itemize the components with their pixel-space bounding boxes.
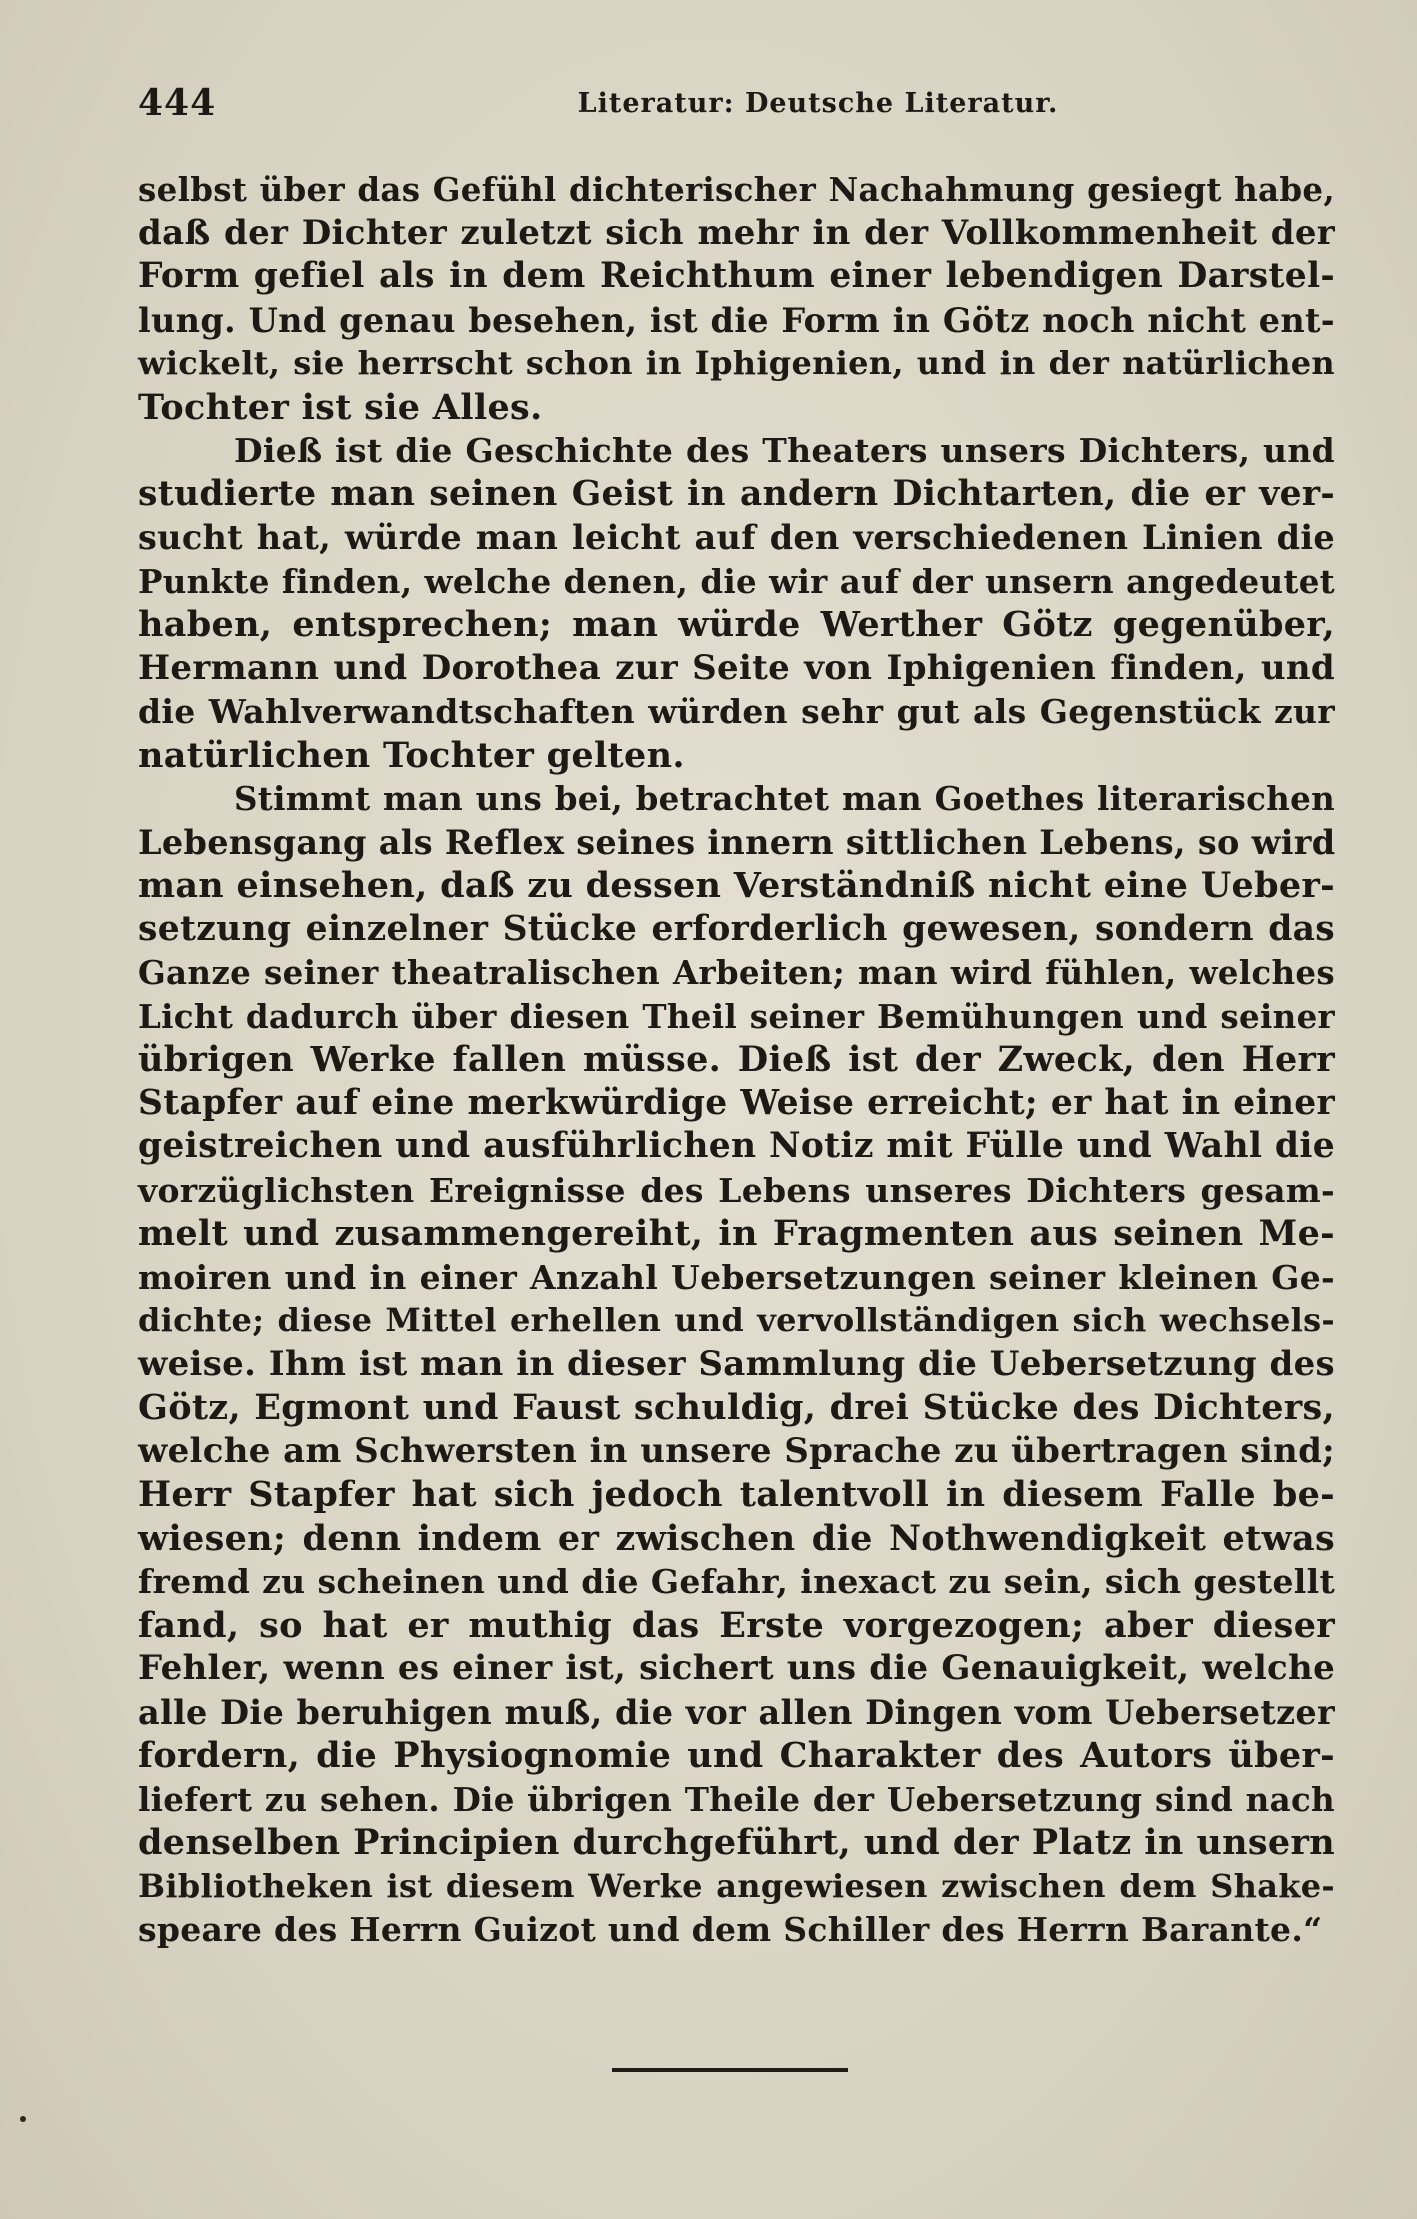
text-line: lung. Und genau besehen, ist die Form in Götz noch nicht ent- [138, 300, 1335, 340]
text-line: geistreichen und ausführlichen Notiz mit Fülle und Wahl die [138, 1126, 1335, 1166]
text-line: Form gefiel als in dem Reichthum einer lebendigen Darstel- [138, 256, 1335, 296]
text-line: weise. Ihm ist man in dieser Sammlung die Uebersetzung des [138, 1343, 1335, 1384]
text-line: fordern, die Physiognomie und Charakter des Autors über- [138, 1735, 1335, 1776]
page-header [138, 82, 1338, 132]
text-line: Bibliotheken ist diesem Werke angewiesen zwischen dem Shake- [138, 1866, 1335, 1905]
text-line: welche am Schwersten in unsere Sprache zu übertragen sind; [138, 1430, 1335, 1471]
text-line: Herr Stapfer hat sich jedoch talentvoll in diesem Falle be- [138, 1474, 1335, 1515]
paper-speck [20, 2116, 26, 2122]
text-line: Dieß ist die Geschichte des Theaters unsers Dichters, und [234, 431, 1335, 470]
text-line: man einsehen, daß zu dessen Verständniß nicht eine Ueber- [138, 865, 1335, 906]
text-line: Hermann und Dorothea zur Seite von Iphigenien finden, und [138, 647, 1335, 688]
text-line: Stimmt man uns bei, betrachtet man Goethes literarischen [234, 779, 1335, 818]
text-line: fand, so hat er muthig das Erste vorgezogen; aber dieser [138, 1604, 1335, 1646]
text-line: natürlichen Tochter gelten. [138, 734, 685, 776]
section-divider-rule [612, 2068, 848, 2072]
text-line: melt und zusammengereiht, in Fragmenten aus seinen Me- [138, 1213, 1335, 1254]
text-line: selbst über das Gefühl dichterischer Nachahmung gesiegt habe, [138, 170, 1335, 209]
text-line: dichte; diese Mittel erhellen und vervollständigen sich wechsels- [138, 1301, 1335, 1339]
text-line: Ganze seiner theatralischen Arbeiten; man wird fühlen, welches [138, 953, 1335, 992]
text-line: vorzüglichsten Ereignisse des Lebens unseres Dichters gesam- [138, 1170, 1335, 1210]
text-line: speare des Herrn Guizot und dem Schiller des Herrn Barante.“ [138, 1910, 1323, 1949]
text-line: Lebensgang als Reflex seines innern sittlichen Lebens, so wird [138, 822, 1336, 862]
text-line: Fehler, wenn es einer ist, sichert uns die Genauigkeit, welche [138, 1648, 1335, 1688]
text-line: Stapfer auf eine merkwürdige Weise erreicht; er hat in einer [138, 1082, 1335, 1123]
text-line: die Wahlverwandtschaften würden sehr gut als Gegenstück zur [138, 692, 1335, 731]
text-line: Tochter ist sie Alles. [138, 386, 543, 428]
text-line: alle Die beruhigen muß, die vor allen Dingen vom Uebersetzer [138, 1692, 1335, 1732]
text-line: wickelt, sie herrscht schon in Iphigenien, und in der natürlichen [138, 344, 1335, 382]
text-line: sucht hat, würde man leicht auf den verschiedenen Linien die [138, 518, 1335, 557]
text-line: wiesen; denn indem er zwischen die Nothwendigkeit etwas [138, 1517, 1335, 1559]
text-line: Götz, Egmont und Faust schuldig, drei Stücke des Dichters, [138, 1387, 1335, 1428]
running-head: Literatur: Deutsche Literatur. [577, 88, 1059, 119]
text-line: setzung einzelner Stücke erforderlich gewesen, sondern das [138, 908, 1335, 949]
body-text [138, 168, 1335, 1952]
text-line: moiren und in einer Anzahl Uebersetzungen seiner kleinen Ge- [138, 1257, 1335, 1297]
text-line: liefert zu sehen. Die übrigen Theile der Uebersetzung sind nach [138, 1779, 1335, 1819]
text-line: daß der Dichter zuletzt sich mehr in der Vollkommenheit der [138, 212, 1335, 253]
text-line: Punkte finden, welche denen, die wir auf der unsern angedeutet [138, 561, 1335, 601]
text-line: Licht dadurch über diesen Theil seiner Bemühungen und seiner [138, 996, 1335, 1036]
text-line: studierte man seinen Geist in andern Dichtarten, die er ver- [138, 473, 1335, 514]
text-line: fremd zu scheinen und die Gefahr, inexact zu sein, sich gestellt [138, 1562, 1335, 1601]
page-number: 444 [138, 82, 217, 124]
text-line: übrigen Werke fallen müsse. Dieß ist der Zweck, den Herr [138, 1039, 1335, 1080]
text-line: denselben Principien durchgeführt, und der Platz in unsern [138, 1822, 1335, 1863]
text-line: haben, entsprechen; man würde Werther Götz gegenüber, [138, 604, 1335, 645]
